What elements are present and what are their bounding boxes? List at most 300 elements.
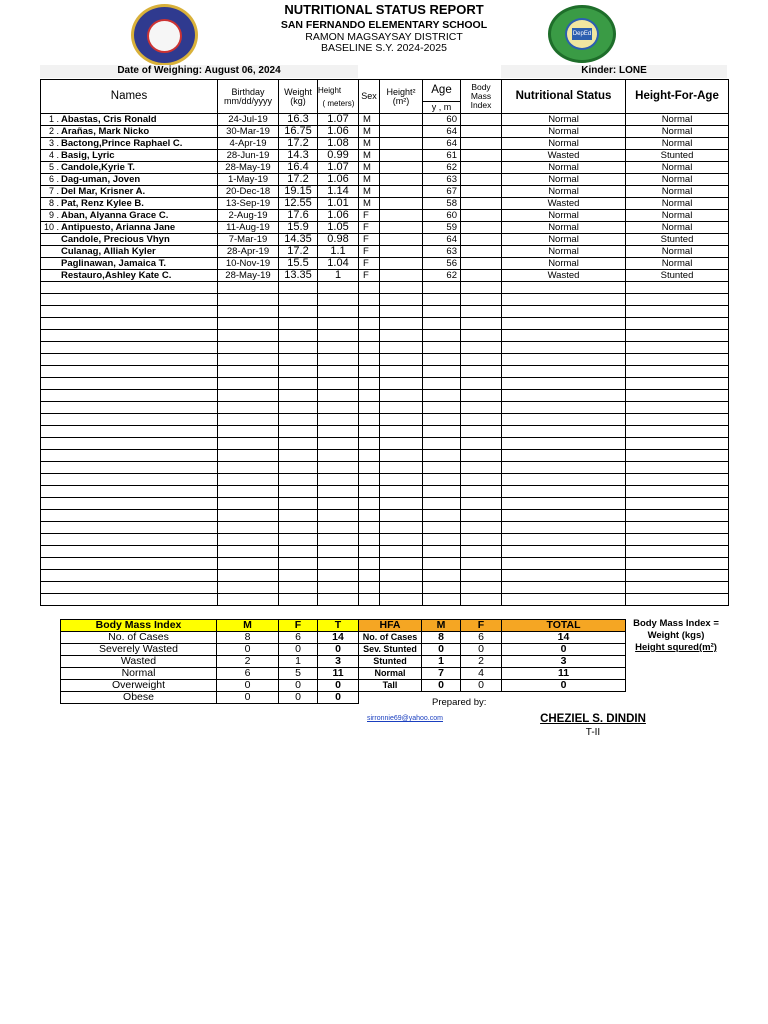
col-birthday: Birthday mm/dd/yyyy xyxy=(218,80,279,114)
weight-cell xyxy=(279,534,318,546)
age-cell xyxy=(423,498,461,510)
age-cell: 62 xyxy=(423,270,461,282)
summary-value: 0 xyxy=(279,644,318,656)
student-name: Candole, Precious Vhyn xyxy=(61,234,170,245)
birthday-cell xyxy=(218,318,279,330)
height-cell xyxy=(318,570,359,582)
sex-cell: M xyxy=(359,126,380,138)
table-row xyxy=(41,378,729,390)
weight-cell xyxy=(279,474,318,486)
birthday-cell xyxy=(218,306,279,318)
name-cell xyxy=(41,558,218,570)
height-squared-cell xyxy=(380,138,423,150)
height-cell: 1.06 xyxy=(318,126,359,138)
weight-cell xyxy=(279,294,318,306)
height-for-age-cell xyxy=(626,366,729,378)
nutritional-status-cell xyxy=(502,402,626,414)
height-squared-cell xyxy=(380,354,423,366)
sex-cell xyxy=(359,318,380,330)
sex-cell: M xyxy=(359,186,380,198)
summary-value: 0 xyxy=(279,680,318,692)
weight-cell xyxy=(279,306,318,318)
name-cell xyxy=(41,414,218,426)
age-cell xyxy=(423,594,461,606)
age-cell xyxy=(423,546,461,558)
col-age-sub: y , m xyxy=(423,102,461,114)
bmi-cell xyxy=(461,306,502,318)
height-cell: 1.06 xyxy=(318,210,359,222)
bmi-cell xyxy=(461,390,502,402)
weight-cell: 16.75 xyxy=(279,126,318,138)
birthday-cell: 7-Mar-19 xyxy=(218,234,279,246)
weight-cell: 12.55 xyxy=(279,198,318,210)
summary-header-cell: M xyxy=(217,620,279,632)
summary-header-cell: Body Mass Index xyxy=(61,620,217,632)
birthday-cell: 13-Sep-19 xyxy=(218,198,279,210)
nutritional-status-cell xyxy=(502,594,626,606)
bmi-cell xyxy=(461,426,502,438)
student-name: Restauro,Ashley Kate C. xyxy=(61,270,172,281)
height-for-age-cell: Stunted xyxy=(626,150,729,162)
name-cell xyxy=(41,486,218,498)
bmi-summary-table xyxy=(60,619,359,704)
summary-row xyxy=(359,680,626,692)
height-cell xyxy=(318,366,359,378)
nutritional-status-cell xyxy=(502,450,626,462)
nutritional-status-cell: Normal xyxy=(502,246,626,258)
bmi-cell xyxy=(461,594,502,606)
age-cell xyxy=(423,510,461,522)
student-name: Del Mar, Krisner A. xyxy=(61,186,146,197)
name-cell xyxy=(41,570,218,582)
height-for-age-cell xyxy=(626,306,729,318)
sex-cell xyxy=(359,510,380,522)
summary-header-cell: TOTAL xyxy=(502,620,626,632)
table-row xyxy=(41,462,729,474)
nutritional-status-cell: Normal xyxy=(502,114,626,126)
name-cell xyxy=(41,510,218,522)
prepared-by-label: Prepared by: xyxy=(432,697,487,708)
weight-cell xyxy=(279,438,318,450)
nutritional-status-cell xyxy=(502,282,626,294)
nutritional-status-cell xyxy=(502,318,626,330)
height-cell xyxy=(318,534,359,546)
table-row xyxy=(41,174,729,186)
sex-cell xyxy=(359,498,380,510)
height-squared-cell xyxy=(380,294,423,306)
age-cell xyxy=(423,486,461,498)
age-cell xyxy=(423,378,461,390)
height-squared-cell xyxy=(380,198,423,210)
row-number: 7 . xyxy=(48,186,59,196)
summary-label: Overweight xyxy=(61,680,217,692)
col-names: Names xyxy=(41,80,218,114)
signatory-rank: T-II xyxy=(585,727,601,738)
height-squared-cell xyxy=(380,426,423,438)
height-for-age-cell xyxy=(626,570,729,582)
height-for-age-cell xyxy=(626,402,729,414)
bmi-cell xyxy=(461,162,502,174)
height-for-age-cell: Normal xyxy=(626,258,729,270)
age-cell: 61 xyxy=(423,150,461,162)
birthday-cell xyxy=(218,282,279,294)
height-cell: 1.06 xyxy=(318,174,359,186)
sex-cell xyxy=(359,426,380,438)
name-cell xyxy=(41,270,218,282)
name-cell xyxy=(41,210,218,222)
bmi-cell xyxy=(461,258,502,270)
height-for-age-cell xyxy=(626,294,729,306)
birthday-cell: 28-Jun-19 xyxy=(218,150,279,162)
weight-cell xyxy=(279,282,318,294)
summary-label: No. of Cases xyxy=(61,632,217,644)
weight-cell xyxy=(279,546,318,558)
col-nutritional-status: Nutritional Status xyxy=(502,80,626,114)
summary-value: 2 xyxy=(461,656,502,668)
summary-row xyxy=(61,644,359,656)
table-row xyxy=(41,510,729,522)
nutritional-status-cell: Normal xyxy=(502,258,626,270)
table-row xyxy=(41,366,729,378)
summary-header-cell: F xyxy=(461,620,502,632)
height-for-age-cell: Normal xyxy=(626,222,729,234)
birthday-cell xyxy=(218,450,279,462)
height-cell xyxy=(318,330,359,342)
height-cell xyxy=(318,390,359,402)
bmi-formula: Body Mass Index = Weight (kgs) Height squred(m²) xyxy=(633,618,719,653)
summary-value: 0 xyxy=(217,692,279,704)
summary-header-row xyxy=(61,620,359,632)
baseline-year: BASELINE S.Y. 2024-2025 xyxy=(321,42,447,54)
sex-cell xyxy=(359,414,380,426)
name-cell xyxy=(41,378,218,390)
height-squared-cell xyxy=(380,438,423,450)
bmi-cell xyxy=(461,246,502,258)
weight-cell xyxy=(279,486,318,498)
age-cell xyxy=(423,582,461,594)
summary-value: 0 xyxy=(502,680,626,692)
age-cell xyxy=(423,450,461,462)
table-row xyxy=(41,306,729,318)
col-weight: Weight (kg) xyxy=(279,80,318,114)
table-row xyxy=(41,270,729,282)
summary-value: 3 xyxy=(502,656,626,668)
student-name: Abastas, Cris Ronald xyxy=(61,114,157,125)
height-squared-cell xyxy=(380,150,423,162)
height-for-age-cell xyxy=(626,330,729,342)
height-cell xyxy=(318,294,359,306)
sex-cell xyxy=(359,366,380,378)
table-row xyxy=(41,246,729,258)
bmi-cell xyxy=(461,414,502,426)
sex-cell xyxy=(359,594,380,606)
height-squared-cell xyxy=(380,378,423,390)
bmi-cell xyxy=(461,330,502,342)
birthday-cell: 2-Aug-19 xyxy=(218,210,279,222)
summary-value: 11 xyxy=(502,668,626,680)
weight-cell xyxy=(279,318,318,330)
height-for-age-cell xyxy=(626,594,729,606)
weight-cell xyxy=(279,462,318,474)
weight-cell: 15.9 xyxy=(279,222,318,234)
table-row xyxy=(41,162,729,174)
summary-value: 11 xyxy=(318,668,359,680)
row-number: 3 . xyxy=(48,138,59,148)
bmi-cell xyxy=(461,462,502,474)
nutritional-status-cell xyxy=(502,426,626,438)
col-sex: Sex xyxy=(359,80,380,114)
nutritional-status-cell xyxy=(502,522,626,534)
table-row xyxy=(41,534,729,546)
student-name: Dag-uman, Joven xyxy=(61,174,141,185)
name-cell xyxy=(41,222,218,234)
bmi-cell xyxy=(461,546,502,558)
age-cell: 56 xyxy=(423,258,461,270)
height-squared-cell xyxy=(380,330,423,342)
height-cell: 0.99 xyxy=(318,150,359,162)
age-cell xyxy=(423,354,461,366)
age-cell: 67 xyxy=(423,186,461,198)
summary-value: 8 xyxy=(422,632,461,644)
row-number: 9 . xyxy=(48,210,59,220)
height-squared-cell xyxy=(380,210,423,222)
student-name: Bactong,Prince Raphael C. xyxy=(61,138,183,149)
age-cell: 64 xyxy=(423,138,461,150)
name-cell xyxy=(41,342,218,354)
age-cell xyxy=(423,330,461,342)
name-cell xyxy=(41,546,218,558)
nutritional-status-cell: Wasted xyxy=(502,198,626,210)
sex-cell xyxy=(359,342,380,354)
summary-label: Sev. Stunted xyxy=(359,644,422,656)
height-for-age-cell xyxy=(626,354,729,366)
nutritional-status-cell xyxy=(502,486,626,498)
summary-header-cell: M xyxy=(422,620,461,632)
nutritional-status-cell: Wasted xyxy=(502,150,626,162)
col-bmi: Body Mass Index xyxy=(461,80,502,114)
hfa-summary-table xyxy=(358,619,626,692)
summary-value: 0 xyxy=(422,680,461,692)
sex-cell xyxy=(359,474,380,486)
bmi-cell xyxy=(461,354,502,366)
age-cell xyxy=(423,306,461,318)
nutritional-status-cell: Normal xyxy=(502,222,626,234)
nutritional-status-cell xyxy=(502,294,626,306)
bmi-cell xyxy=(461,558,502,570)
age-cell: 64 xyxy=(423,126,461,138)
table-row xyxy=(41,390,729,402)
table-row xyxy=(41,438,729,450)
table-row xyxy=(41,294,729,306)
height-squared-cell xyxy=(380,234,423,246)
bmi-cell xyxy=(461,174,502,186)
sex-cell xyxy=(359,390,380,402)
weight-cell: 15.5 xyxy=(279,258,318,270)
height-for-age-cell: Normal xyxy=(626,126,729,138)
name-cell xyxy=(41,114,218,126)
table-row xyxy=(41,426,729,438)
height-cell xyxy=(318,438,359,450)
height-squared-cell xyxy=(380,414,423,426)
bmi-cell xyxy=(461,570,502,582)
weight-cell: 17.2 xyxy=(279,174,318,186)
height-cell: 1.01 xyxy=(318,198,359,210)
weight-cell: 14.3 xyxy=(279,150,318,162)
student-name: Paglinawan, Jamaica T. xyxy=(61,258,167,269)
weight-cell xyxy=(279,330,318,342)
age-cell xyxy=(423,474,461,486)
sex-cell xyxy=(359,354,380,366)
weight-cell xyxy=(279,354,318,366)
sex-cell xyxy=(359,462,380,474)
bmi-cell xyxy=(461,294,502,306)
bmi-cell xyxy=(461,402,502,414)
row-number: 5 . xyxy=(48,162,59,172)
summary-label: Stunted xyxy=(359,656,422,668)
height-cell xyxy=(318,426,359,438)
kinder-label: Kinder: LONE xyxy=(501,65,727,78)
row-number: 2 . xyxy=(48,126,59,136)
summary-value: 0 xyxy=(217,644,279,656)
birthday-cell xyxy=(218,474,279,486)
bmi-cell xyxy=(461,222,502,234)
sex-cell xyxy=(359,486,380,498)
height-for-age-cell: Normal xyxy=(626,174,729,186)
summary-value: 0 xyxy=(318,644,359,656)
height-cell xyxy=(318,450,359,462)
height-cell: 1.07 xyxy=(318,114,359,126)
bmi-cell xyxy=(461,534,502,546)
email-link[interactable]: sirronnie69@yahoo.com xyxy=(367,715,443,722)
height-for-age-cell xyxy=(626,390,729,402)
age-cell: 63 xyxy=(423,246,461,258)
sex-cell: M xyxy=(359,162,380,174)
table-row xyxy=(41,330,729,342)
age-cell xyxy=(423,414,461,426)
student-table xyxy=(40,79,729,606)
nutritional-status-cell: Normal xyxy=(502,210,626,222)
birthday-cell xyxy=(218,354,279,366)
summary-value: 0 xyxy=(318,692,359,704)
sex-cell xyxy=(359,378,380,390)
nutritional-status-cell xyxy=(502,546,626,558)
table-row xyxy=(41,138,729,150)
birthday-cell xyxy=(218,414,279,426)
summary-value: 4 xyxy=(461,668,502,680)
name-cell xyxy=(41,534,218,546)
summary-value: 2 xyxy=(217,656,279,668)
summary-row xyxy=(359,656,626,668)
birthday-cell xyxy=(218,294,279,306)
height-cell xyxy=(318,462,359,474)
name-cell xyxy=(41,318,218,330)
table-row xyxy=(41,582,729,594)
birthday-cell xyxy=(218,498,279,510)
height-for-age-cell xyxy=(626,582,729,594)
age-cell: 64 xyxy=(423,234,461,246)
bmi-cell xyxy=(461,498,502,510)
summary-value: 8 xyxy=(217,632,279,644)
age-cell: 59 xyxy=(423,222,461,234)
age-cell xyxy=(423,366,461,378)
weight-cell xyxy=(279,498,318,510)
sex-cell xyxy=(359,522,380,534)
height-for-age-cell: Normal xyxy=(626,210,729,222)
summary-row xyxy=(359,632,626,644)
student-name: Antipuesto, Arianna Jane xyxy=(61,222,176,233)
height-squared-cell xyxy=(380,546,423,558)
nutritional-status-cell: Normal xyxy=(502,162,626,174)
height-for-age-cell: Normal xyxy=(626,186,729,198)
name-cell xyxy=(41,294,218,306)
birthday-cell: 4-Apr-19 xyxy=(218,138,279,150)
name-cell xyxy=(41,582,218,594)
sex-cell xyxy=(359,534,380,546)
height-squared-cell xyxy=(380,114,423,126)
height-cell: 0.98 xyxy=(318,234,359,246)
nutritional-status-cell xyxy=(502,570,626,582)
table-row xyxy=(41,222,729,234)
weight-cell: 16.4 xyxy=(279,162,318,174)
nutritional-status-cell xyxy=(502,510,626,522)
name-cell xyxy=(41,450,218,462)
weight-cell: 17.6 xyxy=(279,210,318,222)
summary-row xyxy=(61,692,359,704)
sex-cell: F xyxy=(359,234,380,246)
student-name: Culanag, Alliah Kyler xyxy=(61,246,156,257)
height-squared-cell xyxy=(380,306,423,318)
sex-cell: F xyxy=(359,270,380,282)
sex-cell xyxy=(359,294,380,306)
name-cell xyxy=(41,330,218,342)
student-name: Arañas, Mark Nicko xyxy=(61,126,150,137)
table-row xyxy=(41,126,729,138)
age-cell xyxy=(423,282,461,294)
summary-row xyxy=(61,680,359,692)
table-row xyxy=(41,498,729,510)
name-cell xyxy=(41,246,218,258)
weight-cell xyxy=(279,582,318,594)
sex-cell: M xyxy=(359,150,380,162)
age-cell xyxy=(423,426,461,438)
nutritional-status-cell xyxy=(502,462,626,474)
height-squared-cell xyxy=(380,258,423,270)
table-row xyxy=(41,210,729,222)
nutritional-status-cell xyxy=(502,330,626,342)
name-cell xyxy=(41,426,218,438)
table-row xyxy=(41,570,729,582)
nutritional-status-cell xyxy=(502,342,626,354)
summary-value: 1 xyxy=(279,656,318,668)
bmi-cell xyxy=(461,342,502,354)
bmi-cell xyxy=(461,378,502,390)
nutritional-status-cell: Wasted xyxy=(502,270,626,282)
table-row xyxy=(41,234,729,246)
height-for-age-cell xyxy=(626,534,729,546)
birthday-cell xyxy=(218,546,279,558)
summary-label: Severely Wasted xyxy=(61,644,217,656)
height-squared-cell xyxy=(380,498,423,510)
summary-value: 0 xyxy=(217,680,279,692)
height-cell xyxy=(318,594,359,606)
nutritional-status-cell xyxy=(502,582,626,594)
summary-label: Tall xyxy=(359,680,422,692)
bmi-cell xyxy=(461,510,502,522)
weight-cell: 14.35 xyxy=(279,234,318,246)
sex-cell xyxy=(359,558,380,570)
bmi-cell xyxy=(461,474,502,486)
table-row xyxy=(41,282,729,294)
